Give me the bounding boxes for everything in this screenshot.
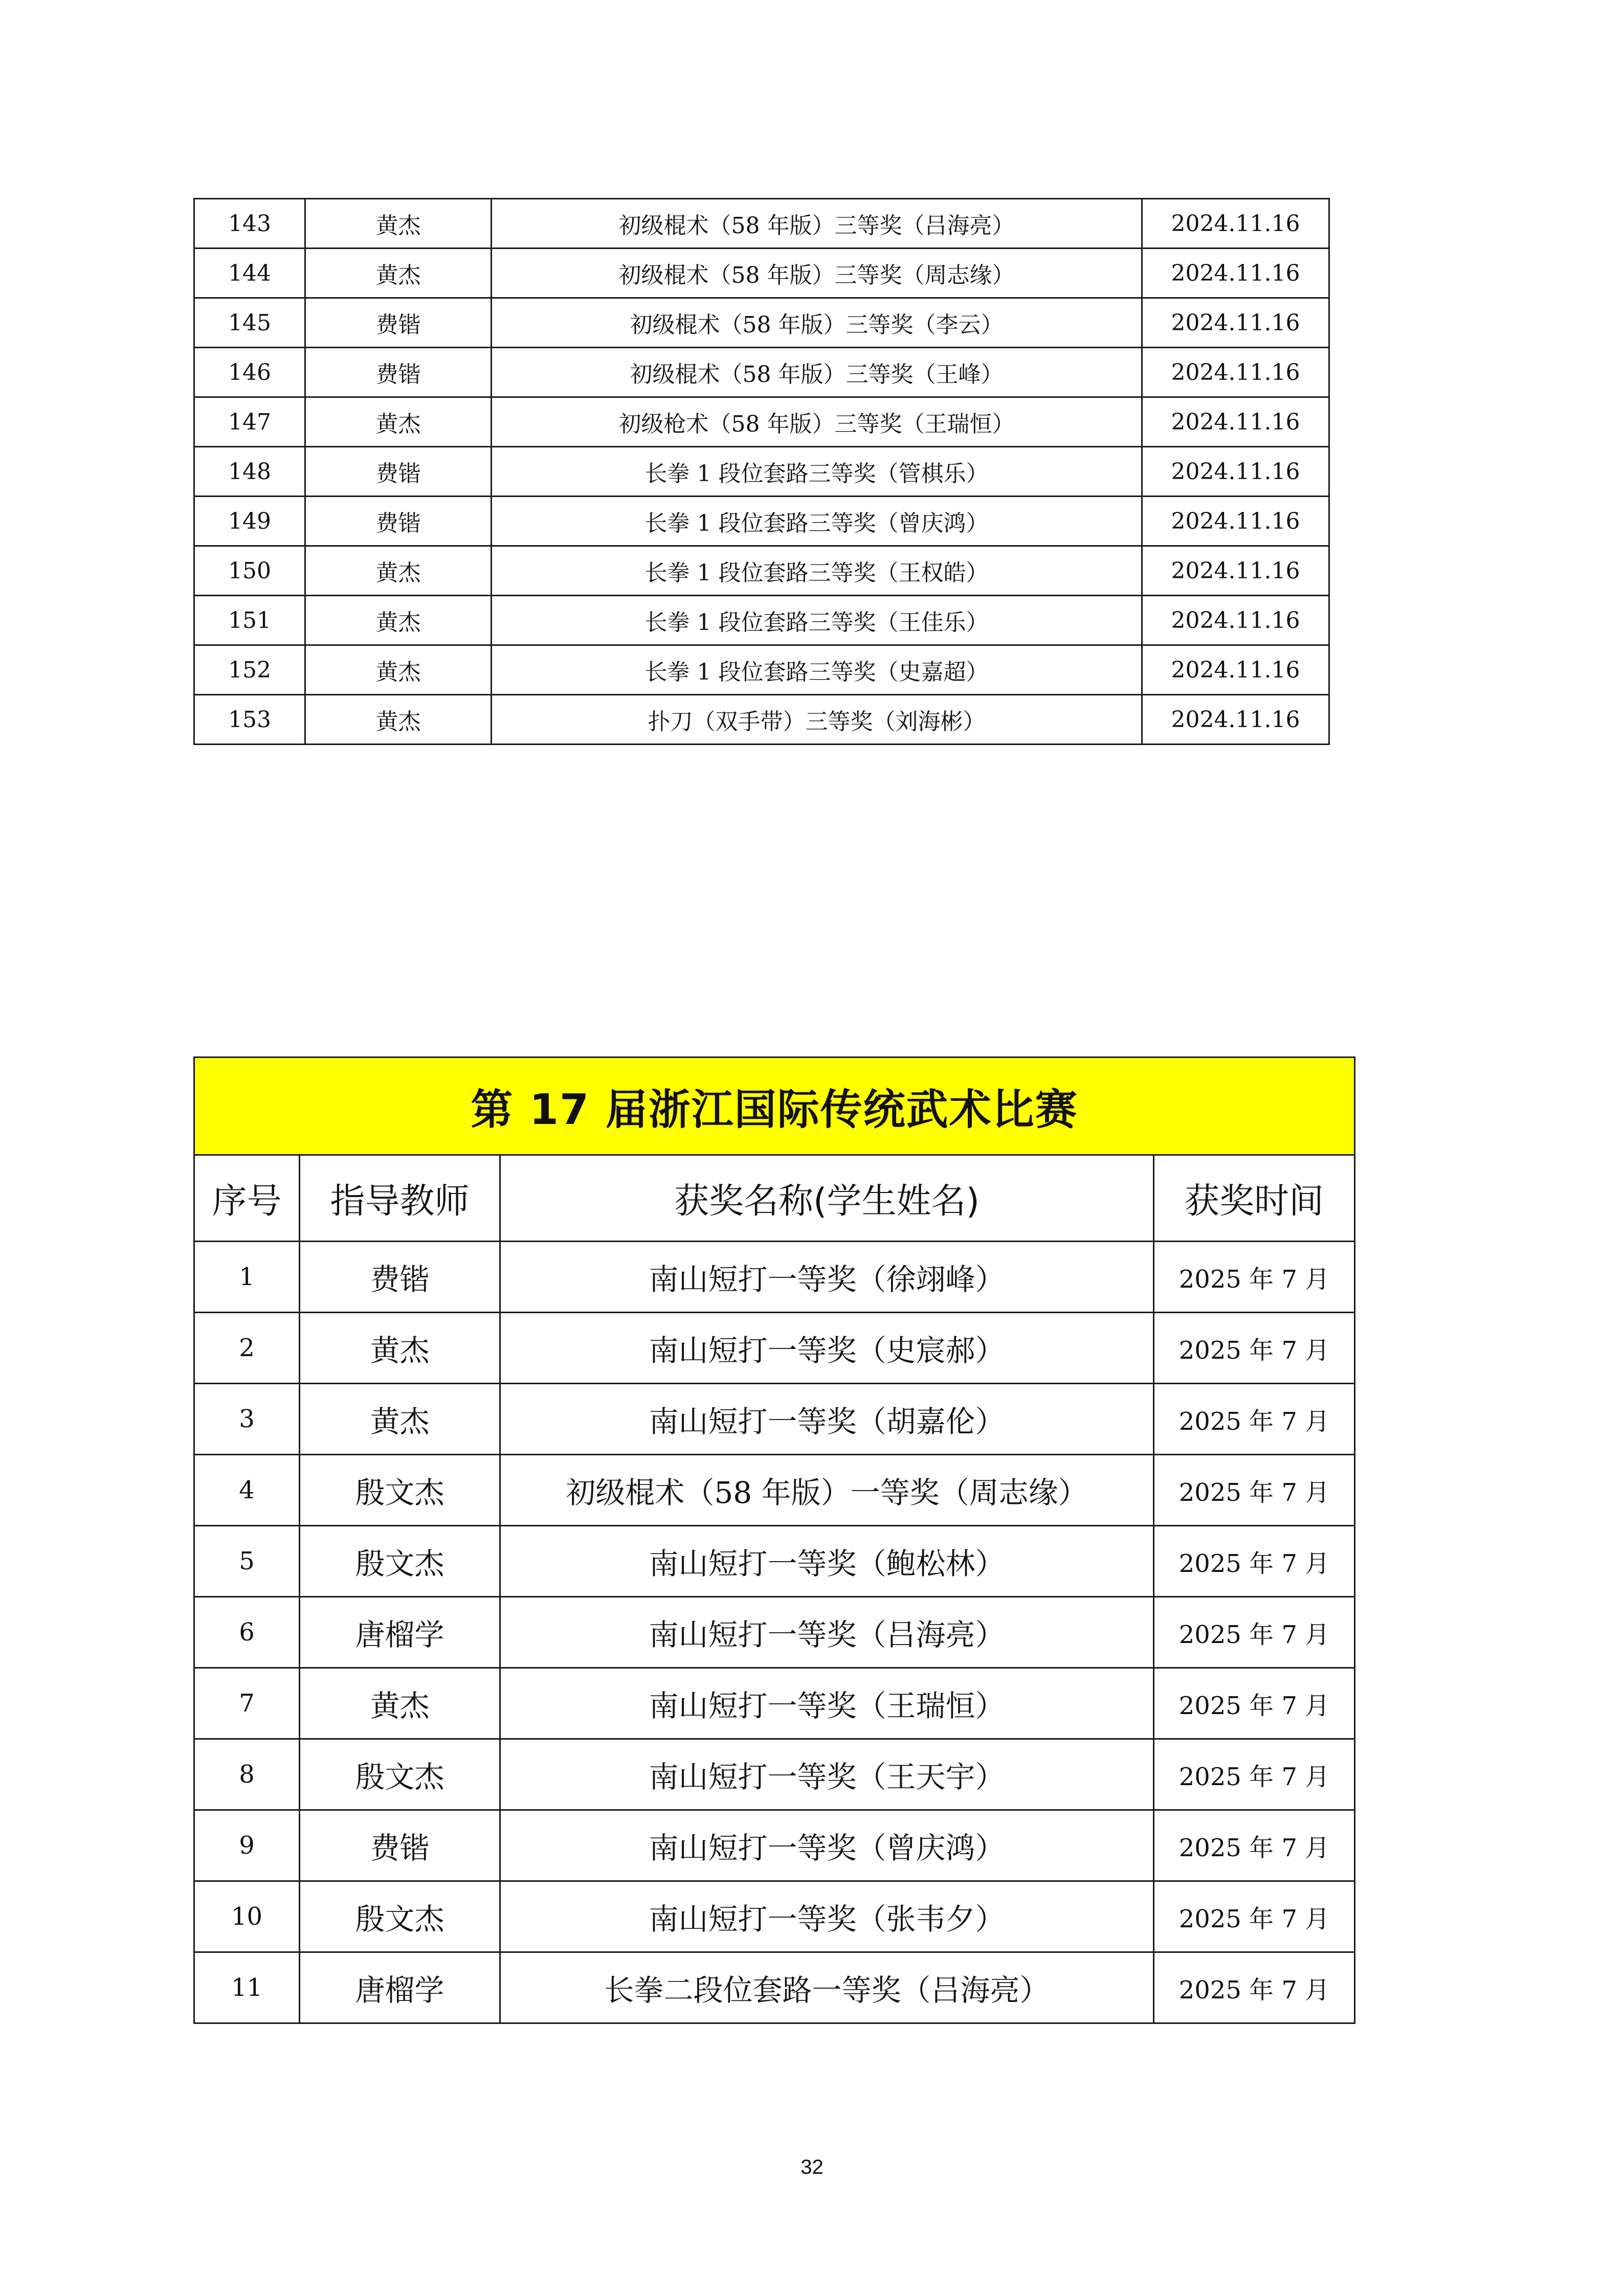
teacher-cell: 费锴	[305, 298, 492, 348]
teacher-cell: 黄杰	[305, 199, 492, 249]
teacher-cell: 黄杰	[300, 1313, 500, 1384]
serial-number-cell: 148	[194, 447, 305, 497]
date-cell: 2025 年 7 月	[1154, 1313, 1355, 1384]
date-cell: 2024.11.16	[1142, 596, 1329, 645]
serial-number-cell: 1	[194, 1242, 300, 1313]
date-cell: 2024.11.16	[1142, 348, 1329, 397]
teacher-cell: 黄杰	[305, 596, 492, 645]
award-cell: 长拳 1 段位套路三等奖（曾庆鸿）	[492, 497, 1142, 546]
teacher-cell: 殷文杰	[300, 1739, 500, 1810]
date-cell: 2024.11.16	[1142, 497, 1329, 546]
date-cell: 2024.11.16	[1142, 397, 1329, 447]
date-cell: 2025 年 7 月	[1154, 1597, 1355, 1668]
serial-number-cell: 143	[194, 199, 305, 249]
date-cell: 2024.11.16	[1142, 298, 1329, 348]
serial-number-cell: 4	[194, 1455, 300, 1526]
table-row	[194, 447, 1329, 497]
award-cell: 长拳 1 段位套路三等奖（史嘉超）	[492, 645, 1142, 695]
award-table-continued	[193, 198, 1330, 745]
table-row	[194, 1952, 1355, 2023]
table-row	[194, 1313, 1355, 1384]
award-cell: 初级棍术（58 年版）三等奖（吕海亮）	[492, 199, 1142, 249]
date-cell: 2025 年 7 月	[1154, 1739, 1355, 1810]
date-cell: 2025 年 7 月	[1154, 1881, 1355, 1952]
table-row	[194, 1881, 1355, 1952]
award-cell: 南山短打一等奖（鲍松林）	[500, 1526, 1154, 1597]
date-cell: 2024.11.16	[1142, 645, 1329, 695]
serial-number-cell: 146	[194, 348, 305, 397]
award-cell: 初级棍术（58 年版）三等奖（李云）	[492, 298, 1142, 348]
competition-award-table	[193, 1056, 1355, 2024]
date-cell: 2025 年 7 月	[1154, 1526, 1355, 1597]
serial-number-cell: 153	[194, 695, 305, 745]
teacher-cell: 黄杰	[305, 695, 492, 745]
table-row	[194, 497, 1329, 546]
teacher-cell: 唐榴学	[300, 1952, 500, 2023]
date-cell: 2025 年 7 月	[1154, 1952, 1355, 2023]
award-cell: 初级棍术（58 年版）三等奖（周志缘）	[492, 249, 1142, 298]
award-cell: 初级枪术（58 年版）三等奖（王瑞恒）	[492, 397, 1142, 447]
award-cell: 南山短打一等奖（胡嘉伦）	[500, 1384, 1154, 1455]
award-cell: 南山短打一等奖（王天宇）	[500, 1739, 1154, 1810]
table-row	[194, 1668, 1355, 1739]
header-award-date: 获奖时间	[1154, 1155, 1355, 1242]
award-cell: 南山短打一等奖（王瑞恒）	[500, 1668, 1154, 1739]
serial-number-cell: 9	[194, 1810, 300, 1881]
header-serial-number: 序号	[194, 1155, 300, 1242]
teacher-cell: 黄杰	[305, 397, 492, 447]
table-row	[194, 1455, 1355, 1526]
serial-number-cell: 149	[194, 497, 305, 546]
table-header-row	[194, 1155, 1355, 1242]
date-cell: 2024.11.16	[1142, 695, 1329, 745]
table-row	[194, 695, 1329, 745]
table-row	[194, 1810, 1355, 1881]
award-cell: 长拳 1 段位套路三等奖（王权皓）	[492, 546, 1142, 596]
date-cell: 2025 年 7 月	[1154, 1810, 1355, 1881]
serial-number-cell: 11	[194, 1952, 300, 2023]
date-cell: 2024.11.16	[1142, 249, 1329, 298]
serial-number-cell: 7	[194, 1668, 300, 1739]
award-cell: 南山短打一等奖（张韦夕）	[500, 1881, 1154, 1952]
serial-number-cell: 2	[194, 1313, 300, 1384]
date-cell: 2025 年 7 月	[1154, 1668, 1355, 1739]
award-cell: 长拳二段位套路一等奖（吕海亮）	[500, 1952, 1154, 2023]
table-row	[194, 645, 1329, 695]
serial-number-cell: 150	[194, 546, 305, 596]
table-row	[194, 1597, 1355, 1668]
table-row	[194, 596, 1329, 645]
serial-number-cell: 3	[194, 1384, 300, 1455]
table-title-row	[194, 1057, 1355, 1155]
table-row	[194, 1739, 1355, 1810]
award-cell: 初级棍术（58 年版）三等奖（王峰）	[492, 348, 1142, 397]
award-cell: 南山短打一等奖（史宸郝）	[500, 1313, 1154, 1384]
serial-number-cell: 5	[194, 1526, 300, 1597]
table-row	[194, 1526, 1355, 1597]
teacher-cell: 费锴	[305, 447, 492, 497]
serial-number-cell: 147	[194, 397, 305, 447]
award-cell: 初级棍术（58 年版）一等奖（周志缘）	[500, 1455, 1154, 1526]
header-teacher: 指导教师	[300, 1155, 500, 1242]
date-cell: 2025 年 7 月	[1154, 1242, 1355, 1313]
award-cell: 长拳 1 段位套路三等奖（管棋乐）	[492, 447, 1142, 497]
award-cell: 扑刀（双手带）三等奖（刘海彬）	[492, 695, 1142, 745]
award-cell: 南山短打一等奖（吕海亮）	[500, 1597, 1154, 1668]
serial-number-cell: 145	[194, 298, 305, 348]
teacher-cell: 唐榴学	[300, 1597, 500, 1668]
teacher-cell: 黄杰	[300, 1668, 500, 1739]
table-row	[194, 298, 1329, 348]
serial-number-cell: 151	[194, 596, 305, 645]
table-row	[194, 199, 1329, 249]
table-row	[194, 249, 1329, 298]
teacher-cell: 殷文杰	[300, 1526, 500, 1597]
header-award-name: 获奖名称(学生姓名)	[500, 1155, 1154, 1242]
teacher-cell: 黄杰	[300, 1384, 500, 1455]
date-cell: 2024.11.16	[1142, 199, 1329, 249]
date-cell: 2024.11.16	[1142, 546, 1329, 596]
serial-number-cell: 144	[194, 249, 305, 298]
serial-number-cell: 8	[194, 1739, 300, 1810]
serial-number-cell: 6	[194, 1597, 300, 1668]
page-number: 32	[800, 2156, 824, 2178]
award-cell: 南山短打一等奖（曾庆鸿）	[500, 1810, 1154, 1881]
teacher-cell: 费锴	[300, 1242, 500, 1313]
teacher-cell: 黄杰	[305, 546, 492, 596]
table-row	[194, 348, 1329, 397]
competition-award-table-body	[194, 1057, 1355, 2023]
date-cell: 2025 年 7 月	[1154, 1384, 1355, 1455]
teacher-cell: 费锴	[305, 497, 492, 546]
table-row	[194, 1384, 1355, 1455]
award-table-continued-body	[194, 199, 1329, 745]
date-cell: 2025 年 7 月	[1154, 1455, 1355, 1526]
teacher-cell: 殷文杰	[300, 1881, 500, 1952]
award-cell: 南山短打一等奖（徐翊峰）	[500, 1242, 1154, 1313]
table-row	[194, 1242, 1355, 1313]
teacher-cell: 黄杰	[305, 645, 492, 695]
teacher-cell: 黄杰	[305, 249, 492, 298]
teacher-cell: 费锴	[300, 1810, 500, 1881]
award-cell: 长拳 1 段位套路三等奖（王佳乐）	[492, 596, 1142, 645]
teacher-cell: 费锴	[305, 348, 492, 397]
serial-number-cell: 152	[194, 645, 305, 695]
serial-number-cell: 10	[194, 1881, 300, 1952]
table-row	[194, 397, 1329, 447]
date-cell: 2024.11.16	[1142, 447, 1329, 497]
teacher-cell: 殷文杰	[300, 1455, 500, 1526]
table-row	[194, 546, 1329, 596]
competition-title: 第 17 届浙江国际传统武术比赛	[194, 1057, 1355, 1155]
